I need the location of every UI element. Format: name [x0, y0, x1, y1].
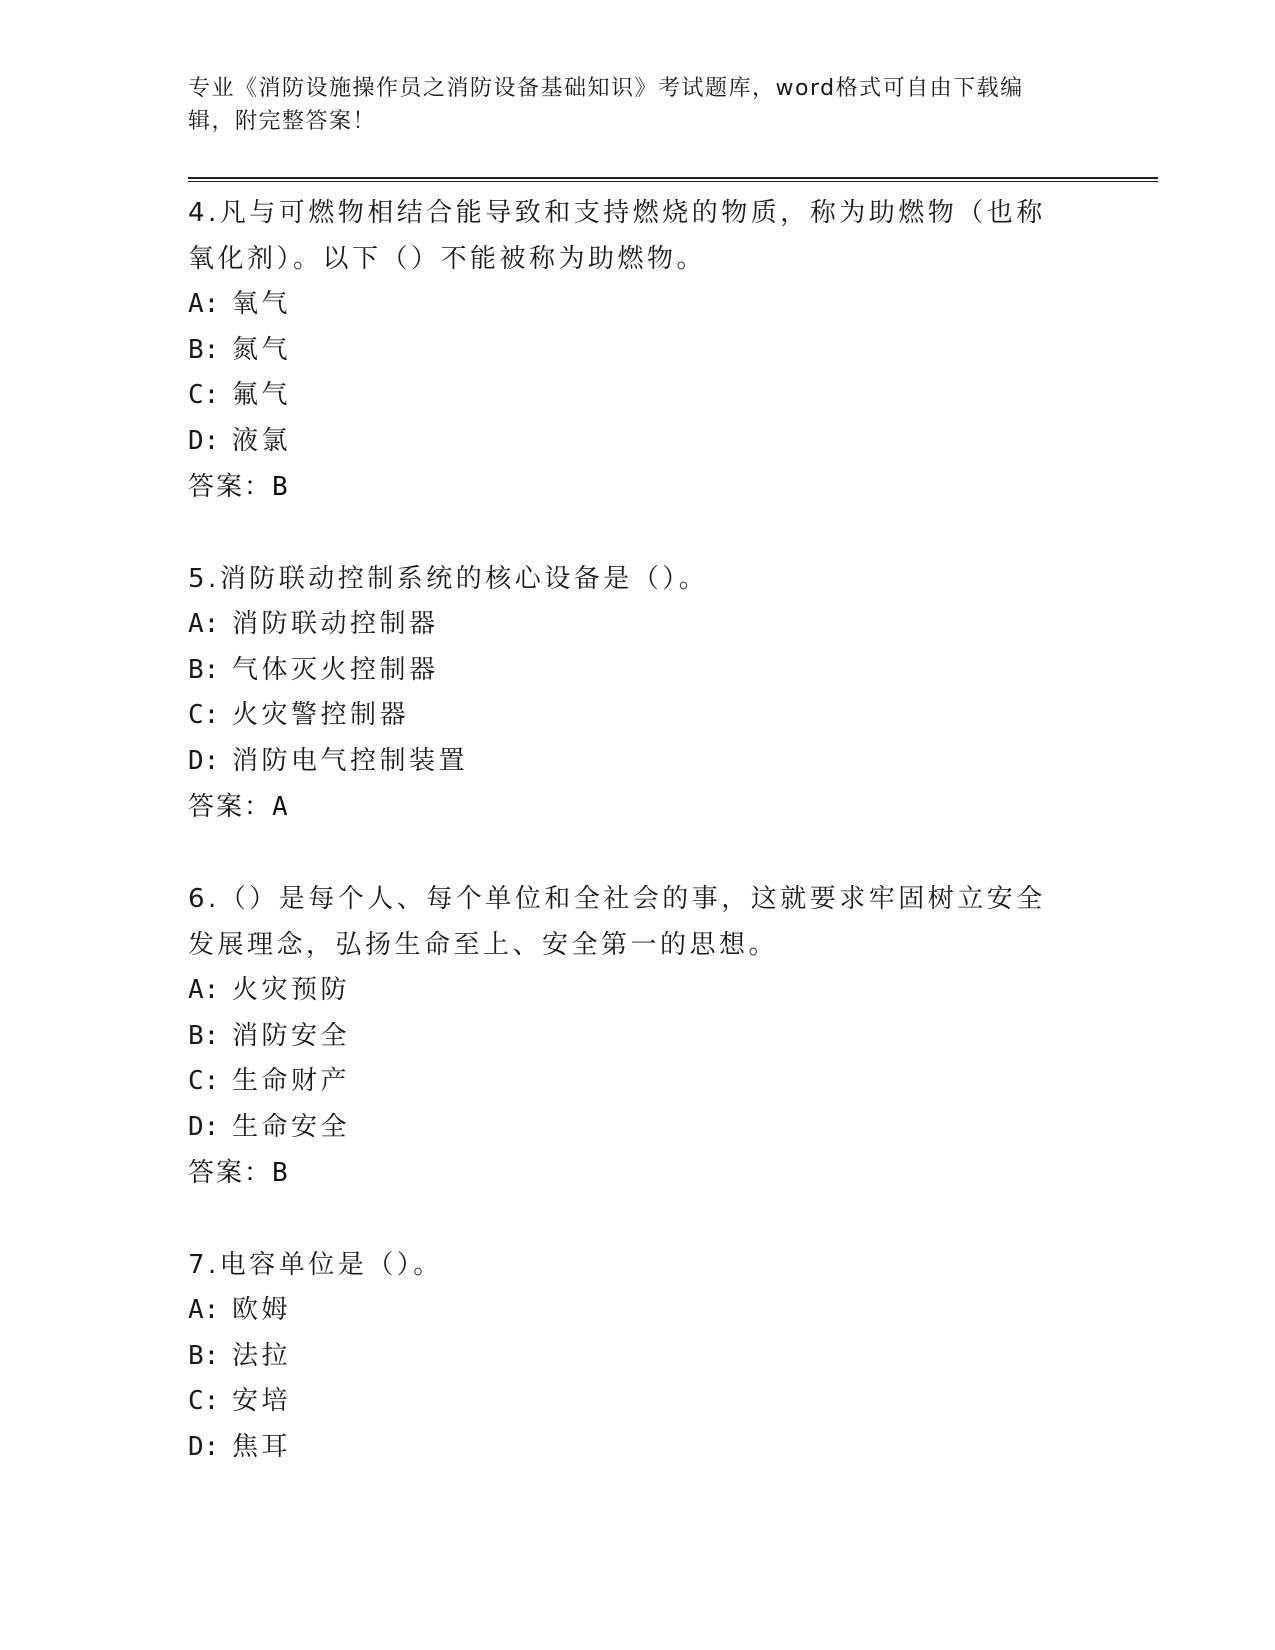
question-stem: 6.（）是每个人、每个单位和全社会的事，这就要求牢固树立安全发展理念，弘扬生命至上、安全第一的思想。	[188, 884, 1046, 960]
question-list	[188, 190, 1068, 1516]
answer-value: B	[272, 472, 290, 502]
option-text: 氮气	[232, 334, 292, 365]
option-text: 安培	[232, 1386, 292, 1416]
option-text: 消防安全	[232, 1020, 351, 1051]
option-b	[188, 1334, 1068, 1380]
option-text: 火灾预防	[232, 975, 351, 1005]
question-6	[188, 876, 1068, 1196]
option-d	[188, 1425, 1068, 1471]
option-text: 氟气	[232, 380, 292, 410]
option-text: 生命安全	[232, 1111, 351, 1142]
option-letter: B:	[188, 1340, 220, 1371]
option-letter: D:	[188, 1111, 220, 1142]
option-c	[188, 373, 1068, 419]
option-letter: A:	[188, 1295, 220, 1325]
option-a	[188, 968, 1068, 1014]
answer-line	[188, 1150, 1068, 1196]
header-line-1: 专业《消防设施操作员之消防设备基础知识》考试题库，word格式可自由下载编	[188, 76, 1024, 101]
option-letter: D:	[188, 425, 220, 456]
option-text: 欧姆	[232, 1295, 292, 1325]
option-letter: C:	[188, 380, 220, 410]
option-d	[188, 419, 1068, 465]
option-letter: C:	[188, 1066, 220, 1096]
option-a	[188, 602, 1068, 648]
option-text: 法拉	[232, 1340, 292, 1371]
question-stem: 5.消防联动控制系统的核心设备是（）。	[188, 564, 709, 594]
answer-value: B	[272, 1158, 290, 1188]
option-b	[188, 648, 1068, 694]
option-text: 焦耳	[232, 1431, 292, 1462]
option-letter: B:	[188, 654, 220, 685]
option-b	[188, 1014, 1068, 1060]
option-letter: D:	[188, 745, 220, 776]
option-text: 生命财产	[232, 1066, 351, 1096]
option-letter: B:	[188, 334, 220, 365]
option-text: 火灾警控制器	[232, 700, 410, 730]
option-letter: A:	[188, 975, 220, 1005]
question-stem: 7.电容单位是（）。	[188, 1250, 443, 1280]
answer-label: 答案：	[188, 472, 273, 502]
option-letter: A:	[188, 289, 220, 319]
option-a	[188, 1288, 1068, 1334]
question-7	[188, 1242, 1068, 1470]
answer-label: 答案：	[188, 1158, 273, 1188]
option-letter: D:	[188, 1431, 220, 1462]
question-stem: 4.凡与可燃物相结合能导致和支持燃烧的物质，称为助燃物（也称氧化剂）。以下（）不能被称为助燃物。	[188, 198, 1046, 274]
option-d	[188, 1105, 1068, 1151]
option-c	[188, 1379, 1068, 1425]
document-header	[188, 72, 1068, 138]
option-letter: B:	[188, 1020, 220, 1051]
option-c	[188, 693, 1068, 739]
option-text: 氧气	[232, 289, 292, 319]
question-4	[188, 190, 1068, 510]
option-text: 液氯	[232, 425, 292, 456]
answer-value: A	[272, 792, 290, 822]
question-5	[188, 556, 1068, 830]
answer-line	[188, 784, 1068, 830]
option-b	[188, 328, 1068, 374]
option-letter: A:	[188, 609, 220, 639]
option-letter: C:	[188, 1386, 220, 1416]
answer-line	[188, 464, 1068, 510]
option-text: 气体灭火控制器	[232, 654, 439, 685]
option-c	[188, 1059, 1068, 1105]
option-letter: C:	[188, 700, 220, 730]
header-line-2: 辑，附完整答案！	[188, 109, 377, 134]
option-d	[188, 739, 1068, 785]
header-divider	[188, 177, 1158, 182]
option-text: 消防联动控制器	[232, 609, 439, 639]
option-a	[188, 282, 1068, 328]
option-text: 消防电气控制装置	[232, 745, 469, 776]
answer-label: 答案：	[188, 792, 273, 822]
